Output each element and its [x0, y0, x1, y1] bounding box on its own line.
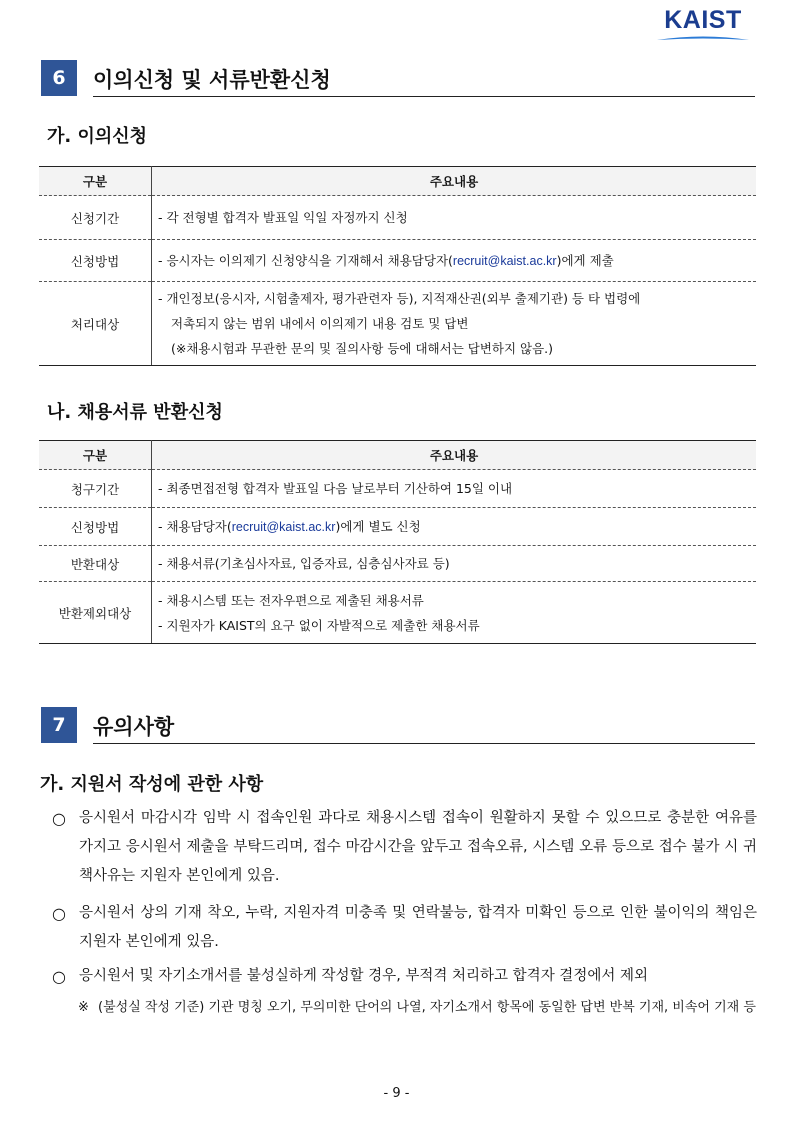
notice-text: 응시원서 상의 기재 착오, 누락, 지원자격 미충족 및 연락불능, 합격자 미확인 등으로 인한 불이익의 책임은 지원자 본인에게 있음. [79, 905, 757, 950]
document-return-table [39, 440, 756, 644]
table-header-row [39, 441, 756, 470]
notice-item [52, 899, 757, 957]
section-7-underline [93, 743, 755, 744]
content-line: (※채용시험과 무관한 문의 및 질의사항 등에 대해서는 답변하지 않음.) [171, 341, 554, 356]
section-7-title: 유의사항 [93, 715, 175, 739]
row-label: 신청방법 [39, 508, 152, 546]
subsection-6a-title: 가. 이의신청 [47, 126, 148, 147]
logo-text: KAIST [664, 6, 742, 34]
content-line: - 채용시스템 또는 전자우편으로 제출된 채용서류 [158, 592, 424, 608]
section-6-underline [93, 96, 755, 97]
table-row [39, 546, 756, 582]
notice-item [52, 962, 757, 991]
page-number: - 9 - [383, 1086, 410, 1101]
table-row [39, 196, 756, 240]
header-category: 구분 [39, 167, 152, 196]
email-link[interactable]: recruit@kaist.ac.kr [452, 253, 557, 268]
row-content [152, 508, 757, 546]
section-6-number: 6 [41, 60, 77, 96]
content-text: )에게 제출 [556, 252, 614, 268]
subsection-7a-title: 가. 지원서 작성에 관한 사항 [40, 774, 264, 795]
table-row [39, 282, 756, 366]
header-content: 주요내용 [152, 441, 757, 470]
notice-text: 응시원서 마감시각 임박 시 접속인원 과다로 채용시스템 접속이 원활하지 못할 수 있으므로 충분한 여유를 가지고 응시원서 제출을 부탁드리며, 접수 마감시간을 앞두고 접속오류, 시스템 오류 등으로 접수 불가 시 귀책사유는 지원자 본인에게 있음. [79, 810, 757, 884]
row-label: 신청기간 [39, 196, 152, 240]
row-content [152, 282, 757, 366]
note-text: (불성실 작성 기준) 기관 명칭 오기, 무의미한 단어의 나열, 자기소개서 항목에 동일한 답변 반복 기재, 비속어 기재 등 [98, 1000, 756, 1015]
row-content: - 각 전형별 합격자 발표일 익일 자정까지 신청 [152, 196, 757, 240]
header-category: 구분 [39, 441, 152, 470]
bullet-circle-icon: ○ [52, 809, 66, 828]
section-7-number: 7 [41, 707, 77, 743]
header-content: 주요내용 [152, 167, 757, 196]
notice-text: 응시원서 및 자기소개서를 불성실하게 작성할 경우, 부적격 처리하고 합격자 결정에서 제외 [79, 968, 648, 984]
kaist-logo [653, 6, 753, 44]
content-line: - 개인정보(응시자, 시험출제자, 평가관련자 등), 지적재산권(외부 출제기관) 등 타 법령에 [158, 291, 641, 306]
notice-item [52, 804, 757, 891]
subsection-6b-title: 나. 채용서류 반환신청 [47, 402, 223, 423]
row-label: 반환대상 [39, 546, 152, 582]
table-row [39, 470, 756, 508]
reference-mark-icon: ※ [78, 1000, 89, 1015]
row-content [152, 240, 757, 282]
email-link[interactable]: recruit@kaist.ac.kr [231, 519, 336, 534]
bullet-circle-icon: ○ [52, 967, 66, 986]
row-label: 처리대상 [39, 282, 152, 366]
notice-note [78, 995, 758, 1020]
row-content: - 채용서류(기초심사자료, 입증자료, 심층심사자료 등) [152, 546, 757, 582]
section-6-title: 이의신청 및 서류반환신청 [93, 68, 331, 92]
row-content: - 최종면접전형 합격자 발표일 다음 날로부터 기산하여 15일 이내 [152, 470, 757, 508]
table-row [39, 240, 756, 282]
table-row [39, 582, 756, 644]
objection-table [39, 166, 756, 366]
content-text: - 채용담당자( [158, 518, 232, 534]
bullet-circle-icon: ○ [52, 904, 66, 923]
row-label: 반환제외대상 [39, 582, 152, 644]
content-line: 저촉되지 않는 범위 내에서 이의제기 내용 검토 및 답변 [171, 316, 469, 331]
row-label: 청구기간 [39, 470, 152, 508]
content-text: - 응시자는 이의제기 신청양식을 기재해서 채용담당자( [158, 252, 453, 268]
table-header-row [39, 167, 756, 196]
row-label: 신청방법 [39, 240, 152, 282]
row-content [152, 582, 757, 644]
content-line: - 지원자가 KAIST의 요구 없이 자발적으로 제출한 채용서류 [158, 617, 480, 633]
table-row [39, 508, 756, 546]
content-text: )에게 별도 신청 [335, 518, 421, 534]
logo-swoosh-icon [655, 34, 751, 44]
